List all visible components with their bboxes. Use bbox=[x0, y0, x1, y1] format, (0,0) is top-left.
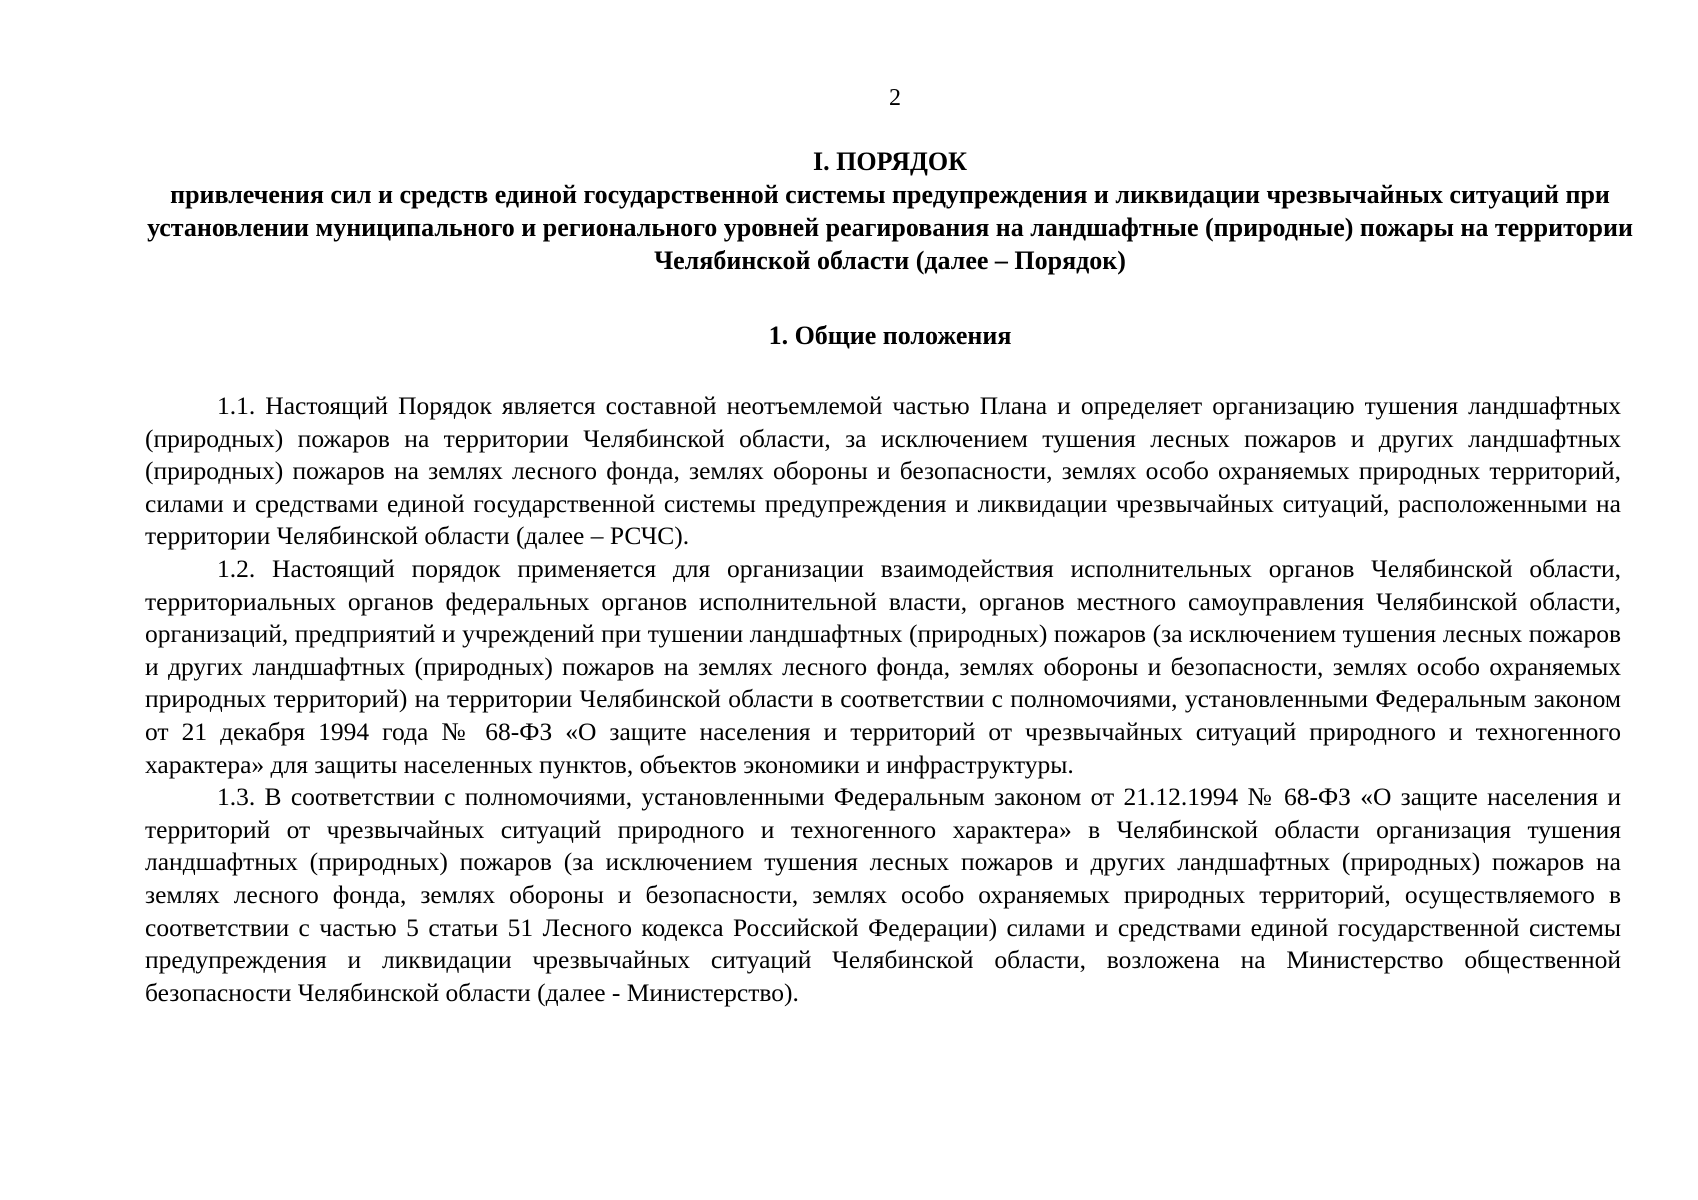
title-main: I. ПОРЯДОК bbox=[813, 147, 967, 176]
paragraph-1-1: 1.1. Настоящий Порядок является составной неотъемлемой частью Плана и определяет организацию тушения ландшафтных (природных) пожаров на территории Челябинской области, за исключением тушения лесных пожаров и других ландшафтных (природных) пожаров на землях лесного фонда, землях обороны и безопасности, землях особо охраняемых природных территорий, силами и средствами единой государственной системы предупреждения и ликвидации чрезвычайных ситуаций, расположенными на территории Челябинской области (далее – РСЧС). bbox=[145, 391, 1621, 551]
section-heading: 1. Общие положения bbox=[768, 321, 1012, 350]
paragraph-1-3: 1.3. В соответствии с полномочиями, установленными Федеральным законом от 21.12.1994 № 68-ФЗ «О защите населения и территорий от чрезвычайных ситуаций природного и техногенного характера» в Челябинской области организация тушения ландшафтных (природных) пожаров (за исключением тушения лесных пожаров и других ландшафтных (природных) пожаров на землях лесного фонда, землях обороны и безопасности, землях особо охраняемых природных территорий, осуществляемого в соответствии с частью 5 статьи 51 Лесного кодекса Российской Федерации) силами и средствами единой государственной системы предупреждения и ликвидации чрезвычайных ситуаций Челябинской области, возложена на Министерство общественной безопасности Челябинской области (далее - Министерство). bbox=[145, 782, 1621, 1007]
paragraph-1-2: 1.2. Настоящий порядок применяется для организации взаимодействия исполнительных органов Челябинской области, территориальных органов федеральных органов исполнительной власти, органов местного самоуправления Челябинской области, организаций, предприятий и учреждений при тушении ландшафтных (природных) пожаров (за исключением тушения лесных пожаров и других ландшафтных (природных) пожаров на землях лесного фонда, землях обороны и безопасности, землях особо охраняемых природных территорий) на территории Челябинской области в соответствии с полномочиями, установленными Федеральным законом от 21 декабря 1994 года № 68-ФЗ «О защите населения и территорий от чрезвычайных ситуаций природного и техногенного характера» для защиты населенных пунктов, объектов экономики и инфраструктуры. bbox=[145, 553, 1621, 779]
title-subtitle: привлечения сил и средств единой государственной системы предупреждения и ликвидации чрезвычайных ситуаций при установлении муниципального и регионального уровней реагирования на ландшафтные (природные) пожары на территории Челябинской области (далее – Порядок) bbox=[147, 180, 1633, 275]
page-number: 2 bbox=[889, 85, 901, 111]
document-title bbox=[140, 146, 1640, 277]
section-body bbox=[145, 390, 1621, 1009]
